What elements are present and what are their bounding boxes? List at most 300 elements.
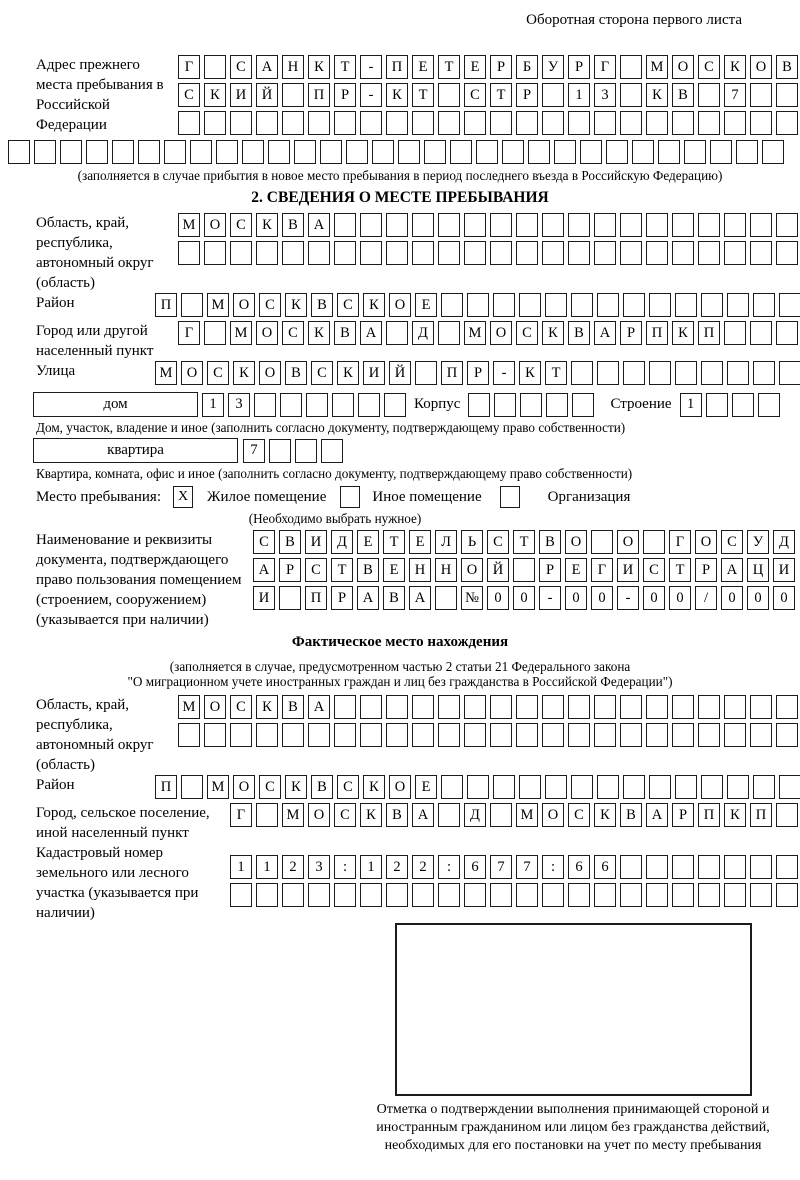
char-cell (360, 883, 382, 907)
char-cell (646, 111, 668, 135)
char-cell (698, 111, 720, 135)
char-cell: С (337, 293, 359, 317)
char-cell (190, 140, 212, 164)
char-cell (762, 140, 784, 164)
char-cell (724, 723, 746, 747)
char-cell (776, 883, 798, 907)
char-cell (672, 241, 694, 265)
char-cell (358, 393, 380, 417)
char-cell (468, 393, 490, 417)
char-cell (490, 695, 512, 719)
char-cell (554, 140, 576, 164)
char-cell: П (308, 83, 330, 107)
char-cell (386, 111, 408, 135)
char-cell: - (539, 586, 561, 610)
char-cell: И (773, 558, 795, 582)
char-cell (546, 393, 568, 417)
char-cell: 0 (565, 586, 587, 610)
prev-address-block (0, 55, 800, 139)
char-cell (256, 111, 278, 135)
char-cell: К (672, 321, 694, 345)
char-cell (568, 695, 590, 719)
char-cell: К (646, 83, 668, 107)
char-cell (308, 111, 330, 135)
document-cells (253, 530, 795, 614)
char-cell (597, 293, 619, 317)
char-cell: А (308, 213, 330, 237)
char-cell: В (311, 293, 333, 317)
char-cell (256, 883, 278, 907)
char-cell (542, 241, 564, 265)
stay-type-row (36, 486, 800, 508)
char-cell (545, 775, 567, 799)
char-cell (415, 361, 437, 385)
char-cell: К (204, 83, 226, 107)
char-cell: Е (565, 558, 587, 582)
char-cell (572, 393, 594, 417)
char-cell: М (230, 321, 252, 345)
char-cell: В (334, 321, 356, 345)
char-cell (672, 695, 694, 719)
char-cell (620, 241, 642, 265)
char-cell (386, 213, 408, 237)
char-cell: Т (513, 530, 535, 554)
char-cell: 0 (747, 586, 769, 610)
char-cell (727, 293, 749, 317)
char-cell (528, 140, 550, 164)
char-cell: 3 (228, 393, 250, 417)
char-cell (750, 111, 772, 135)
char-cell (672, 883, 694, 907)
char-cell: 7 (516, 855, 538, 879)
char-cell: П (698, 321, 720, 345)
char-cell: Р (695, 558, 717, 582)
actual-city-row (230, 803, 798, 827)
actual-region-row-2 (178, 723, 798, 747)
char-cell: К (542, 321, 564, 345)
char-cell (494, 393, 516, 417)
char-cell: Г (178, 321, 200, 345)
actual-region-row-1 (178, 695, 798, 719)
char-cell (490, 111, 512, 135)
char-cell: К (233, 361, 255, 385)
street-row (155, 361, 800, 385)
char-cell: 1 (202, 393, 224, 417)
char-cell (594, 111, 616, 135)
char-cell: О (617, 530, 639, 554)
char-cell: В (672, 83, 694, 107)
char-cell (776, 723, 798, 747)
char-cell (441, 775, 463, 799)
char-cell: О (233, 293, 255, 317)
char-cell (591, 530, 613, 554)
char-cell: : (438, 855, 460, 879)
char-cell (490, 883, 512, 907)
char-cell: 0 (643, 586, 665, 610)
char-cell: В (386, 803, 408, 827)
char-cell: М (207, 775, 229, 799)
char-cell (698, 83, 720, 107)
char-cell: Т (383, 530, 405, 554)
char-cell (620, 883, 642, 907)
char-cell (438, 695, 460, 719)
char-cell (490, 241, 512, 265)
char-cell (334, 883, 356, 907)
char-cell: Е (409, 530, 431, 554)
char-cell: Й (487, 558, 509, 582)
char-cell (779, 293, 800, 317)
char-cell (753, 361, 775, 385)
char-cell: И (253, 586, 275, 610)
char-cell: 7 (243, 439, 265, 463)
char-cell: 3 (594, 83, 616, 107)
actual-region-label: Область, край, республика, автономный округ (область) (36, 697, 154, 773)
char-cell (750, 83, 772, 107)
char-cell (308, 723, 330, 747)
char-cell (698, 213, 720, 237)
char-cell (435, 586, 457, 610)
region-label: Область, край, республика, автономный округ (область) (36, 215, 154, 291)
char-cell (112, 140, 134, 164)
city-row (178, 321, 798, 345)
char-cell (594, 695, 616, 719)
char-cell (672, 111, 694, 135)
char-cell: : (334, 855, 356, 879)
char-cell (620, 695, 642, 719)
char-cell (438, 111, 460, 135)
char-cell (386, 695, 408, 719)
char-cell (698, 723, 720, 747)
char-cell (632, 140, 654, 164)
char-cell (776, 695, 798, 719)
char-cell (706, 393, 728, 417)
char-cell (490, 213, 512, 237)
char-cell (464, 723, 486, 747)
char-cell: И (230, 83, 252, 107)
char-cell (178, 241, 200, 265)
char-cell (568, 111, 590, 135)
char-cell: В (539, 530, 561, 554)
char-cell (672, 723, 694, 747)
cadastral-block (0, 843, 800, 923)
char-cell (594, 213, 616, 237)
char-cell: Т (334, 55, 356, 79)
char-cell (424, 140, 446, 164)
char-cell: Д (412, 321, 434, 345)
char-cell (295, 439, 317, 463)
city-label: Город или другой населенный пункт (36, 323, 154, 359)
char-cell (732, 393, 754, 417)
prev-address-row-1 (178, 55, 798, 79)
char-cell (684, 140, 706, 164)
char-cell: - (493, 361, 515, 385)
char-cell (623, 293, 645, 317)
char-cell: Н (435, 558, 457, 582)
char-cell (649, 361, 671, 385)
char-cell: У (747, 530, 769, 554)
char-cell (256, 803, 278, 827)
char-cell: В (383, 586, 405, 610)
char-cell: А (594, 321, 616, 345)
char-cell: Й (256, 83, 278, 107)
char-cell (398, 140, 420, 164)
char-cell (776, 803, 798, 827)
char-cell (724, 321, 746, 345)
char-cell (334, 241, 356, 265)
char-cell (282, 241, 304, 265)
char-cell (438, 723, 460, 747)
char-cell (34, 140, 56, 164)
char-cell (438, 83, 460, 107)
char-cell: К (519, 361, 541, 385)
char-cell: А (253, 558, 275, 582)
char-cell (204, 723, 226, 747)
char-cell (164, 140, 186, 164)
char-cell (386, 883, 408, 907)
char-cell (8, 140, 30, 164)
char-cell: Е (357, 530, 379, 554)
apartment-number-cells (243, 439, 343, 463)
char-cell: С (178, 83, 200, 107)
char-cell: О (204, 213, 226, 237)
char-cell: В (282, 695, 304, 719)
char-cell (623, 361, 645, 385)
char-cell (181, 775, 203, 799)
char-cell (701, 293, 723, 317)
char-cell (490, 723, 512, 747)
char-cell (779, 361, 800, 385)
char-cell (594, 883, 616, 907)
char-cell: 0 (721, 586, 743, 610)
char-cell: М (178, 213, 200, 237)
char-cell (750, 855, 772, 879)
char-cell: Р (516, 83, 538, 107)
char-cell: - (360, 55, 382, 79)
actual-region-block (0, 695, 800, 775)
char-cell: О (695, 530, 717, 554)
char-cell (753, 775, 775, 799)
char-cell (594, 723, 616, 747)
char-cell (710, 140, 732, 164)
char-cell (750, 883, 772, 907)
char-cell: И (617, 558, 639, 582)
char-cell: 0 (487, 586, 509, 610)
char-cell (464, 111, 486, 135)
char-cell: М (178, 695, 200, 719)
actual-region-cells (178, 695, 798, 751)
char-cell: О (565, 530, 587, 554)
char-cell (698, 855, 720, 879)
char-cell (542, 213, 564, 237)
char-cell (204, 321, 226, 345)
char-cell: К (363, 775, 385, 799)
char-cell (750, 695, 772, 719)
char-cell (724, 695, 746, 719)
district-label: Район (36, 295, 75, 311)
char-cell (438, 213, 460, 237)
stay-type-label: Место пребывания: (36, 488, 161, 505)
korpus-cells (468, 393, 594, 417)
char-cell (467, 293, 489, 317)
char-cell (254, 393, 276, 417)
char-cell (753, 293, 775, 317)
char-cell: 1 (360, 855, 382, 879)
char-cell (568, 213, 590, 237)
char-cell: О (461, 558, 483, 582)
char-cell (620, 111, 642, 135)
house-row (33, 392, 800, 417)
char-cell: К (386, 83, 408, 107)
house-note: Дом, участок, владение и иное (заполнить согласно документу, подтверждающему право собственности) (36, 420, 626, 435)
checkbox-organization (500, 486, 520, 508)
char-cell (320, 140, 342, 164)
char-cell (724, 855, 746, 879)
char-cell: 6 (568, 855, 590, 879)
prev-address-row-4 (8, 140, 800, 164)
char-cell (675, 775, 697, 799)
char-cell: А (360, 321, 382, 345)
char-cell (386, 723, 408, 747)
char-cell (294, 140, 316, 164)
char-cell (542, 695, 564, 719)
prev-address-cells (178, 55, 798, 139)
char-cell (280, 393, 302, 417)
char-cell (279, 586, 301, 610)
char-cell (360, 111, 382, 135)
char-cell (758, 393, 780, 417)
char-cell: Г (230, 803, 252, 827)
char-cell: Р (620, 321, 642, 345)
char-cell (516, 241, 538, 265)
char-cell (750, 241, 772, 265)
char-cell: И (305, 530, 327, 554)
char-cell: И (363, 361, 385, 385)
cadastral-row-2 (230, 883, 798, 907)
char-cell: 0 (591, 586, 613, 610)
char-cell (701, 775, 723, 799)
char-cell (776, 111, 798, 135)
char-cell (649, 293, 671, 317)
char-cell: Г (594, 55, 616, 79)
char-cell (269, 439, 291, 463)
char-cell: С (721, 530, 743, 554)
char-cell (412, 723, 434, 747)
char-cell: 2 (386, 855, 408, 879)
street-label: Улица (36, 363, 76, 379)
char-cell (698, 241, 720, 265)
korpus-label: Корпус (414, 396, 461, 412)
char-cell: К (724, 803, 746, 827)
char-cell (727, 775, 749, 799)
char-cell (571, 361, 593, 385)
prev-address-row-3 (178, 111, 798, 135)
char-cell: 6 (464, 855, 486, 879)
char-cell (464, 883, 486, 907)
char-cell: Д (464, 803, 486, 827)
char-cell: В (311, 775, 333, 799)
char-cell: С (259, 775, 281, 799)
char-cell: Н (409, 558, 431, 582)
char-cell: М (646, 55, 668, 79)
document-row-2 (253, 558, 795, 582)
char-cell (519, 293, 541, 317)
actual-city-block (0, 803, 800, 843)
char-cell (568, 241, 590, 265)
char-cell: О (181, 361, 203, 385)
char-cell: 2 (412, 855, 434, 879)
char-cell: М (282, 803, 304, 827)
char-cell: 7 (490, 855, 512, 879)
char-cell (230, 883, 252, 907)
char-cell: Е (415, 293, 437, 317)
char-cell (360, 695, 382, 719)
char-cell (464, 695, 486, 719)
char-cell (776, 213, 798, 237)
char-cell: С (282, 321, 304, 345)
document-row-1 (253, 530, 795, 554)
char-cell: Г (591, 558, 613, 582)
char-cell (620, 83, 642, 107)
char-cell (178, 111, 200, 135)
char-cell (384, 393, 406, 417)
char-cell (724, 213, 746, 237)
char-cell: К (256, 213, 278, 237)
char-cell (256, 241, 278, 265)
char-cell (675, 293, 697, 317)
char-cell: С (337, 775, 359, 799)
char-cell (60, 140, 82, 164)
char-cell: 3 (308, 855, 330, 879)
char-cell (181, 293, 203, 317)
char-cell (412, 213, 434, 237)
char-cell: 0 (669, 586, 691, 610)
char-cell: К (363, 293, 385, 317)
char-cell (412, 695, 434, 719)
char-cell (467, 775, 489, 799)
char-cell (268, 140, 290, 164)
section2-region-block (0, 213, 800, 293)
char-cell (412, 883, 434, 907)
char-cell (646, 723, 668, 747)
char-cell: К (308, 321, 330, 345)
char-cell: Н (282, 55, 304, 79)
char-cell: К (724, 55, 746, 79)
char-cell: О (542, 803, 564, 827)
region-row-2 (178, 241, 798, 265)
stroenie-label: Строение (610, 396, 672, 412)
char-cell: 1 (230, 855, 252, 879)
region-row-1 (178, 213, 798, 237)
char-cell: С (305, 558, 327, 582)
char-cell (597, 775, 619, 799)
char-cell (776, 855, 798, 879)
actual-city-label: Город, сельское поселение, иной населенный пункт (36, 805, 210, 841)
char-cell (438, 321, 460, 345)
char-cell: В (568, 321, 590, 345)
char-cell: А (721, 558, 743, 582)
char-cell: П (155, 293, 177, 317)
char-cell (672, 213, 694, 237)
char-cell (282, 723, 304, 747)
char-cell (493, 775, 515, 799)
char-cell (438, 241, 460, 265)
section2-city-block (0, 321, 800, 361)
char-cell (502, 140, 524, 164)
char-cell: С (516, 321, 538, 345)
char-cell: 1 (256, 855, 278, 879)
char-cell (441, 293, 463, 317)
char-cell (646, 883, 668, 907)
